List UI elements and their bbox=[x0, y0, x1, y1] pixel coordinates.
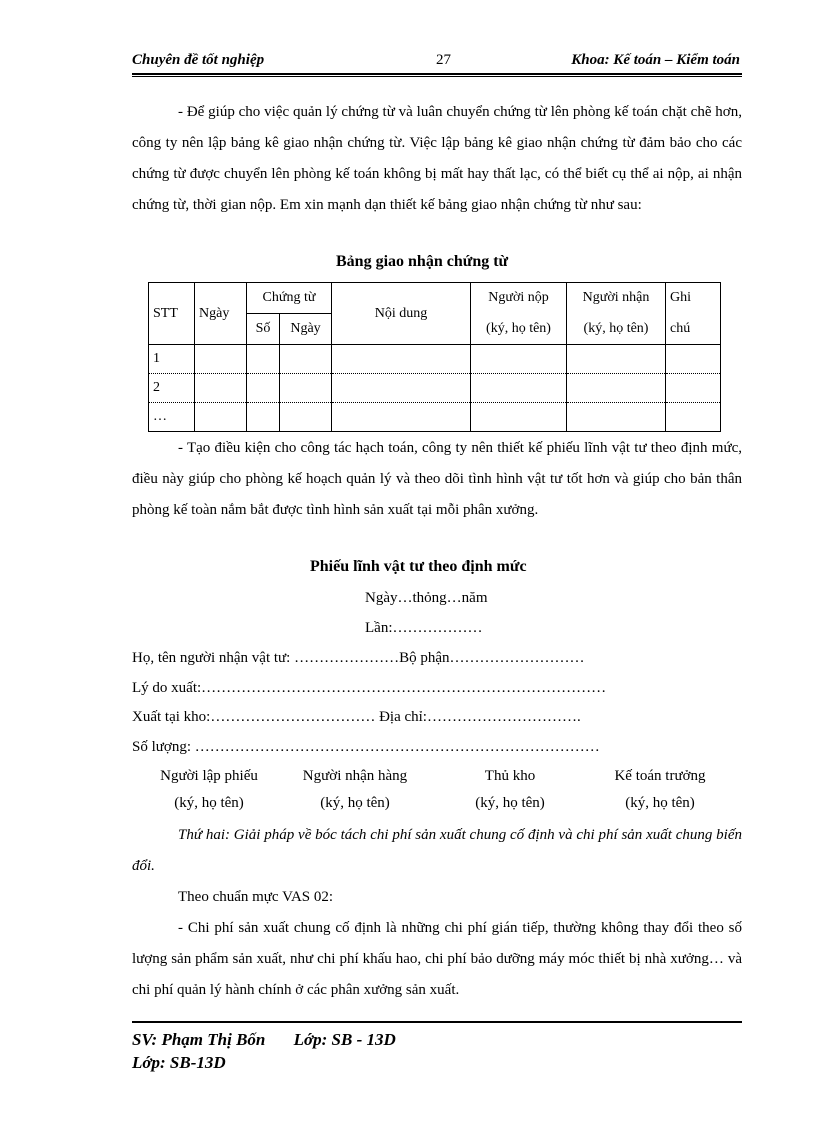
col-chungtu: Chứng từ bbox=[247, 283, 332, 314]
col-nguoinhan: Người nhận bbox=[567, 283, 666, 314]
col-noidung: Nội dung bbox=[332, 283, 471, 345]
signer-sub: (ký, họ tên) bbox=[625, 795, 695, 811]
signer-role: Người lập phiếu bbox=[160, 768, 258, 784]
col-nguoinop-sub: (ký, họ tên) bbox=[471, 314, 567, 345]
table-row bbox=[149, 345, 721, 374]
handover-table bbox=[148, 282, 721, 432]
row-stt: 1 bbox=[149, 345, 195, 374]
page-number: 27 bbox=[436, 52, 451, 68]
para-2 bbox=[132, 433, 742, 526]
signer-role: Thủ kho bbox=[484, 768, 536, 784]
signer-3 bbox=[460, 768, 560, 812]
col-stt: STT bbox=[149, 283, 195, 345]
table-row bbox=[149, 374, 721, 403]
footer-rule bbox=[132, 1021, 742, 1023]
section-2 bbox=[132, 820, 742, 1006]
intro-text: - Để giúp cho việc quản lý chứng từ và luân chuyển chứng từ lên phòng kế toán chặt chẽ hơn, công ty nên lập bảng kê giao nhận chứng từ. Việc lập bảng kê giao nhận chứng từ đảm bảo cho các chứng từ được chuyển lên phòng kế toán không bị mất hay thất lạc, có thể biết cụ thể ai nộp, ai nhận chứng từ, thời gian nộp. Em xin mạnh dạn thiết kế bảng giao nhận chứng từ như sau: bbox=[132, 104, 742, 213]
signer-4 bbox=[600, 768, 720, 812]
col-ghi: Ghi bbox=[666, 283, 721, 314]
student-class: Lớp: SB - 13D bbox=[293, 1030, 396, 1049]
field-recipient: Họ, tên người nhận vật tư: …………………Bộ phận……………………… bbox=[132, 650, 585, 666]
field-quantity: Số lượng: ……………………………………………………………………… bbox=[132, 739, 600, 755]
section-2-text: - Chi phí sản xuất chung cố định là những chi phí gián tiếp, thường không thay đổi theo số lượng sản phẩm sản xuất, như chi phí khấu hao, chi phí bảo dưỡng máy móc thiết bị nhà xưởng… và chi phí quản lý hành chính ở các phân xưởng sản xuất. bbox=[132, 920, 742, 998]
intro-paragraph bbox=[132, 97, 742, 221]
footer-class: Lớp: SB-13D bbox=[132, 1053, 226, 1072]
table-title: Bảng giao nhận chứng từ bbox=[336, 253, 509, 270]
header-department: Khoa: Kế toán – Kiểm toán bbox=[571, 52, 740, 68]
col-ngay-ct: Ngày bbox=[280, 314, 332, 345]
col-chu: chú bbox=[666, 314, 721, 345]
signer-role: Kế toán trưởng bbox=[614, 768, 706, 784]
section-2-heading: Thứ hai: Giải pháp về bóc tách chi phí sản xuất chung cố định và chi phí sản xuất chung biến đổi. bbox=[132, 827, 742, 874]
col-nguoinop: Người nộp bbox=[471, 283, 567, 314]
col-so: Số bbox=[247, 314, 280, 345]
row-stt: 2 bbox=[149, 374, 195, 403]
vas-line: Theo chuẩn mực VAS 02: bbox=[178, 889, 334, 905]
signer-1 bbox=[150, 768, 268, 812]
header-rule-thin bbox=[132, 76, 742, 77]
signer-sub: (ký, họ tên) bbox=[320, 795, 390, 811]
field-reason: Lý do xuất:……………………………………………………………………… bbox=[132, 680, 607, 696]
field-warehouse: Xuất tại kho:…………………………… Địa chỉ:…………………………. bbox=[132, 709, 581, 725]
col-nguoinhan-sub: (ký, họ tên) bbox=[567, 314, 666, 345]
form-lan: Lần:……………… bbox=[365, 620, 483, 636]
signer-sub: (ký, họ tên) bbox=[174, 795, 244, 811]
para-2-text: - Tạo điều kiện cho công tác hạch toán, công ty nên thiết kế phiếu lĩnh vật tư theo định mức, điều này giúp cho phòng kế hoạch quản lý và theo dõi tình hình vật tư tốt hơn và giúp cho bản thân phòng kế toàn nắm bắt được tình hình sản xuất tại mỗi phân xưởng. bbox=[132, 440, 742, 518]
form-title: Phiếu lĩnh vật tư theo định mức bbox=[310, 558, 527, 575]
header-rule bbox=[132, 73, 742, 75]
signer-role: Người nhận hàng bbox=[302, 768, 408, 784]
signer-2 bbox=[290, 768, 420, 812]
form-date: Ngày…thỏng…năm bbox=[365, 590, 488, 606]
footer-student bbox=[132, 1030, 396, 1050]
col-ngay: Ngày bbox=[195, 283, 247, 345]
row-stt: … bbox=[149, 403, 195, 432]
student-name: SV: Phạm Thị Bốn bbox=[132, 1030, 266, 1049]
header-title: Chuyên đề tốt nghiệp bbox=[132, 52, 265, 68]
signer-sub: (ký, họ tên) bbox=[475, 795, 545, 811]
table-row bbox=[149, 403, 721, 432]
